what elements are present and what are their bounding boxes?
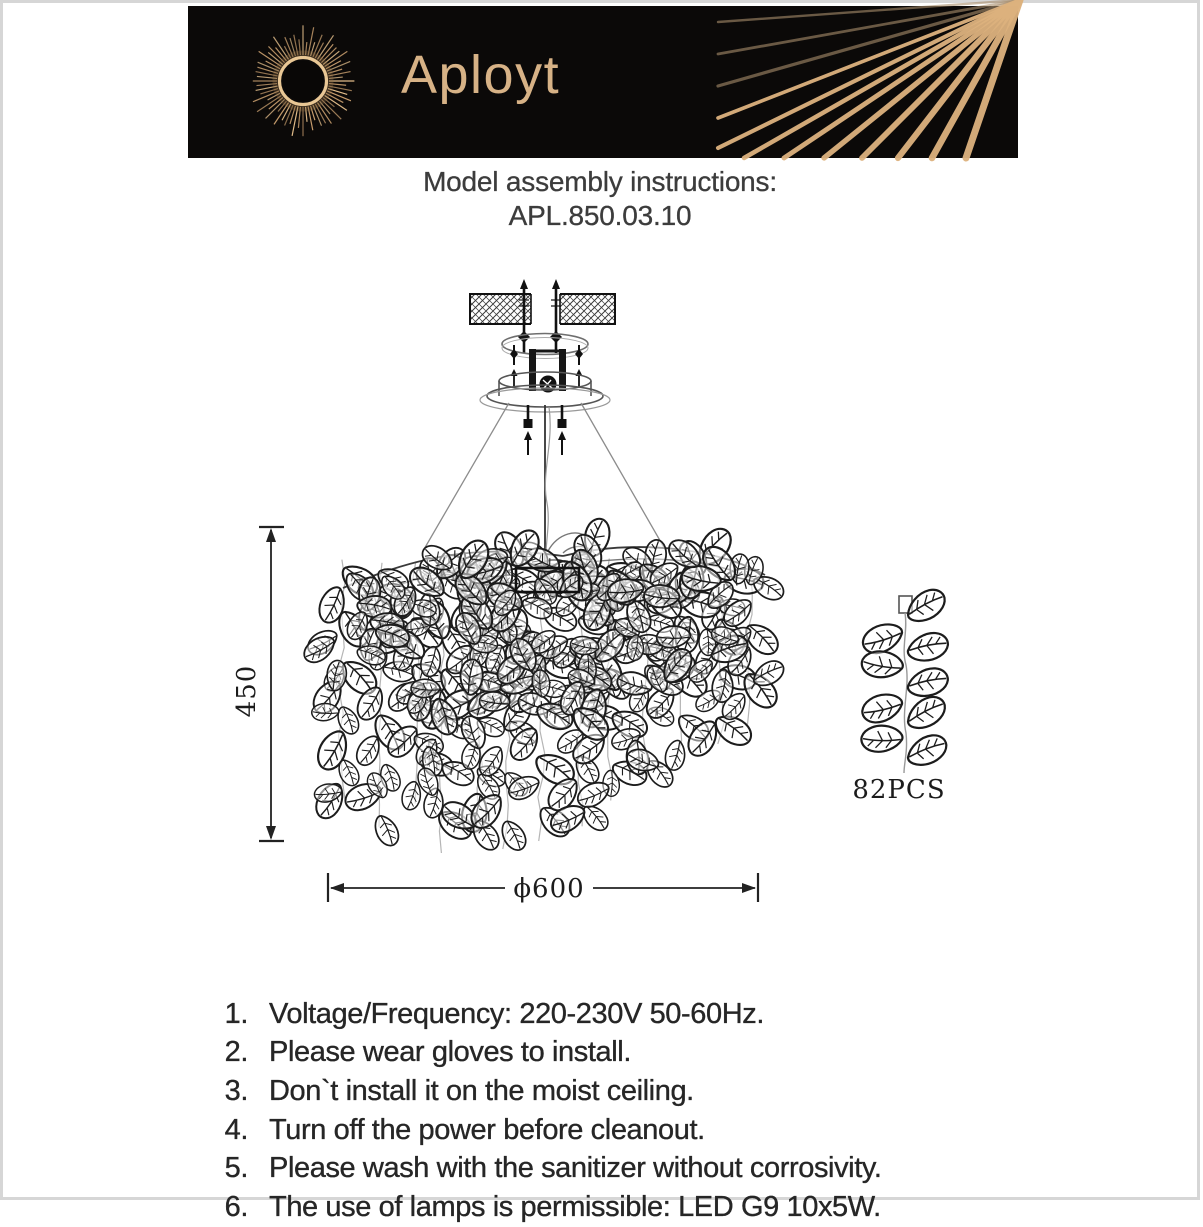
item-number: 5.: [224, 1152, 248, 1185]
item-number: 6.: [224, 1190, 248, 1223]
list-item: [216, 1072, 882, 1111]
list-item: [216, 1111, 882, 1150]
height-dimension-label: 450: [232, 664, 262, 718]
item-text: The use of lamps is permissible: LED G9 10x5W.: [269, 1190, 881, 1223]
list-item: [216, 1188, 882, 1227]
item-number: 4.: [224, 1113, 248, 1146]
page-title: Model assembly instructions:: [423, 166, 777, 197]
diameter-dimension-label: ϕ600: [513, 874, 585, 904]
ceiling-mount-drawing: [423, 279, 666, 575]
diameter-dimension: [328, 873, 758, 904]
item-number: 1.: [224, 997, 248, 1030]
item-text: Please wear gloves to install.: [269, 1036, 631, 1069]
height-dimension: [232, 527, 284, 841]
item-number: 3.: [224, 1074, 248, 1107]
list-item: [216, 1149, 882, 1188]
leaf-strand-detail: [852, 585, 950, 805]
model-number: APL.850.03.10: [508, 200, 692, 231]
list-item: [216, 995, 882, 1034]
pieces-count-label: 82PCS: [852, 775, 946, 805]
chandelier-drawing: [300, 515, 788, 854]
item-text: Don`t install it on the moist ceiling.: [269, 1074, 694, 1107]
item-text: Voltage/Frequency: 220-230V 50-60Hz.: [269, 997, 765, 1030]
item-text: Please wash with the sanitizer without corrosivity.: [269, 1152, 882, 1185]
item-text: Turn off the power before cleanout.: [269, 1113, 705, 1146]
item-number: 2.: [224, 1036, 248, 1069]
instructions-list: [216, 995, 882, 1227]
list-item: [216, 1034, 882, 1073]
brand-name: Aployt: [401, 45, 561, 105]
